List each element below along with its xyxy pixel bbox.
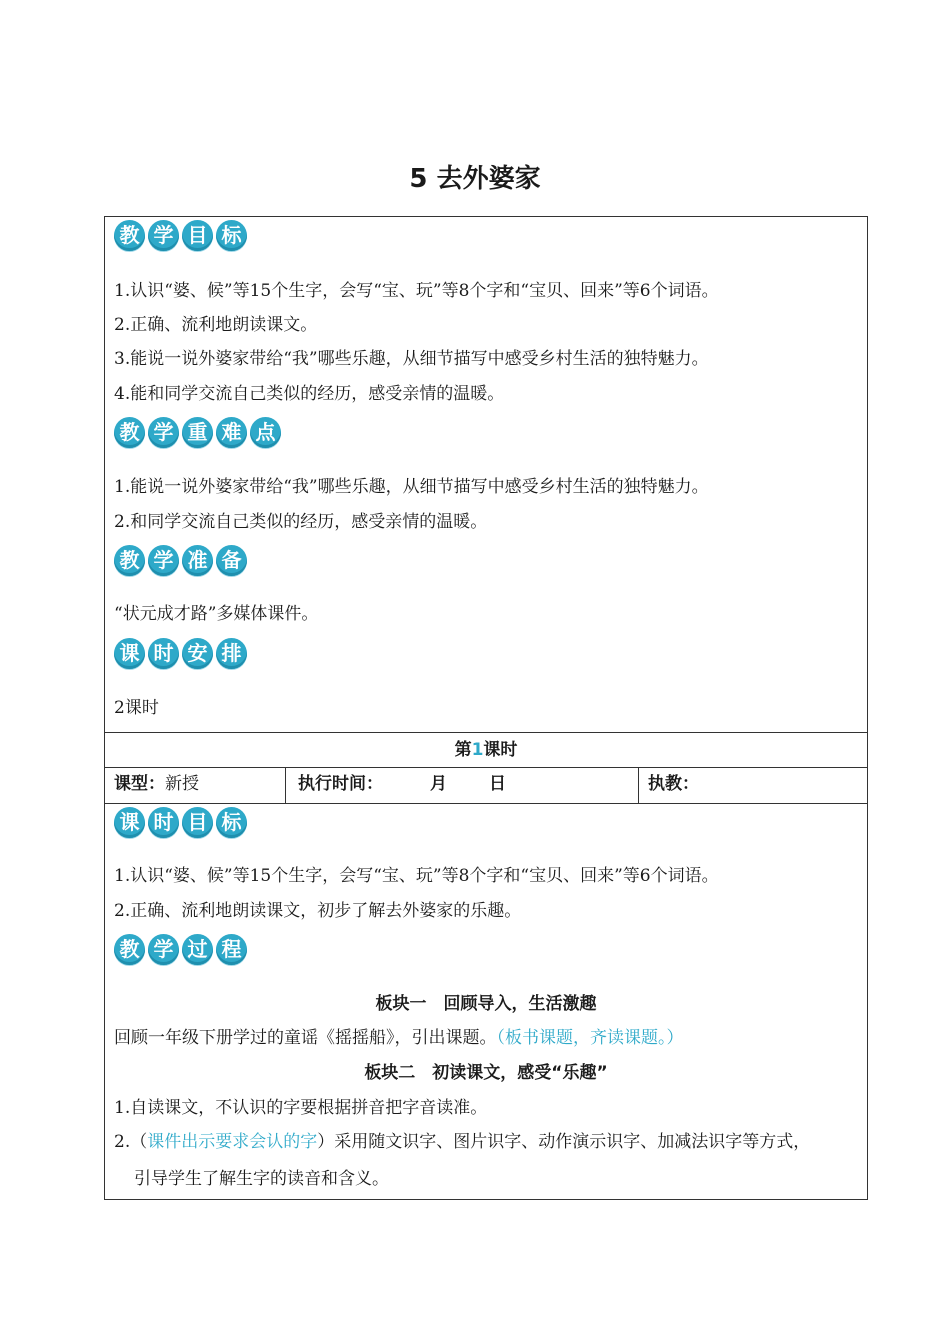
- badge-teaching-goals: [114, 220, 247, 251]
- lesson-header-suffix: 课时: [483, 740, 518, 760]
- block2-item: 1.自读课文，不认识的字要根据拼音把字音读准。: [114, 1098, 488, 1118]
- teacher-label: 执教：: [648, 774, 699, 794]
- goal-item: 1.认识“婆、候”等15个生字，会写“宝、玩”等8个字和“宝贝、回来”等6个词语。: [114, 281, 719, 301]
- badge-char: 课: [114, 638, 145, 669]
- badge-char: 点: [250, 417, 281, 448]
- badge-char: 备: [216, 545, 247, 576]
- block2-item2-rest: ）采用随文识字、图片识字、动作演示识字、加减法识字等方式，: [317, 1132, 811, 1152]
- column-divider: [638, 767, 639, 803]
- block1-main-text: 回顾一年级下册学过的童谣《摇摇船》，引出课题。: [114, 1028, 497, 1048]
- badge-char: 学: [148, 220, 179, 251]
- prep-text: “状元成才路”多媒体课件。: [114, 604, 319, 624]
- key-point-item: 2.和同学交流自己类似的经历，感受亲情的温暖。: [114, 512, 488, 532]
- badge-char: 学: [148, 545, 179, 576]
- badge-char: 目: [182, 220, 213, 251]
- block1-note: （板书课题，齐读课题。）: [496, 1028, 684, 1048]
- badge-char: 课: [114, 807, 145, 838]
- row-divider: [105, 732, 867, 733]
- block2-heading: 板块二 初读课文，感受“乐趣”: [364, 1063, 608, 1083]
- badge-schedule: [114, 638, 247, 669]
- day-label: 日: [489, 774, 506, 794]
- schedule-text: 2课时: [114, 698, 159, 718]
- row-divider: [105, 803, 867, 804]
- block2-item-continuation: 引导学生了解生字的读音和含义。: [134, 1169, 389, 1189]
- execution-time-label: 执行时间：: [298, 774, 383, 794]
- block2-item: [114, 1131, 810, 1153]
- block2-item2-prefix: 2.（: [114, 1132, 148, 1152]
- badge-lesson-goals: [114, 807, 247, 838]
- lesson-number: 1: [471, 740, 484, 760]
- badge-char: 目: [182, 807, 213, 838]
- badge-char: 标: [216, 807, 247, 838]
- badge-char: 教: [114, 417, 145, 448]
- page-title: 5 去外婆家: [409, 164, 541, 194]
- month-label: 月: [430, 774, 447, 794]
- badge-char: 排: [216, 638, 247, 669]
- badge-teaching-process: [114, 934, 247, 965]
- badge-char: 准: [182, 545, 213, 576]
- badge-char: 教: [114, 934, 145, 965]
- key-point-item: 1.能说一说外婆家带给“我”哪些乐趣，从细节描写中感受乡村生活的独特魅力。: [114, 477, 709, 497]
- block2-item2-note: 课件出示要求会认的字: [147, 1132, 318, 1152]
- badge-char: 难: [216, 417, 247, 448]
- goal-item: 4.能和同学交流自己类似的经历，感受亲情的温暖。: [114, 384, 505, 404]
- lesson-plan-table: [104, 216, 868, 1200]
- lesson-type-value: 新授: [165, 774, 199, 794]
- lesson-goal-item: 1.认识“婆、候”等15个生字，会写“宝、玩”等8个字和“宝贝、回来”等6个词语。: [114, 866, 719, 886]
- badge-key-points: [114, 417, 281, 448]
- lesson-type: [114, 770, 199, 798]
- badge-char: 安: [182, 638, 213, 669]
- badge-char: 过: [182, 934, 213, 965]
- badge-char: 学: [148, 934, 179, 965]
- goal-item: 3.能说一说外婆家带给“我”哪些乐趣，从细节描写中感受乡村生活的独特魅力。: [114, 349, 709, 369]
- badge-preparation: [114, 545, 247, 576]
- lesson-header-prefix: 第: [454, 740, 472, 760]
- badge-char: 教: [114, 220, 145, 251]
- block1-heading: 板块一 回顾导入，生活激趣: [375, 994, 597, 1014]
- badge-char: 重: [182, 417, 213, 448]
- block1-text: [114, 1027, 684, 1049]
- lesson-type-label: 课型：: [114, 774, 165, 794]
- badge-char: 教: [114, 545, 145, 576]
- goal-item: 2.正确、流利地朗读课文。: [114, 315, 318, 335]
- badge-char: 标: [216, 220, 247, 251]
- badge-char: 学: [148, 417, 179, 448]
- badge-char: 时: [148, 638, 179, 669]
- lesson-header: [105, 734, 867, 766]
- lesson-goal-item: 2.正确、流利地朗读课文，初步了解去外婆家的乐趣。: [114, 901, 522, 921]
- badge-char: 时: [148, 807, 179, 838]
- badge-char: 程: [216, 934, 247, 965]
- column-divider: [285, 767, 286, 803]
- row-divider: [105, 767, 867, 768]
